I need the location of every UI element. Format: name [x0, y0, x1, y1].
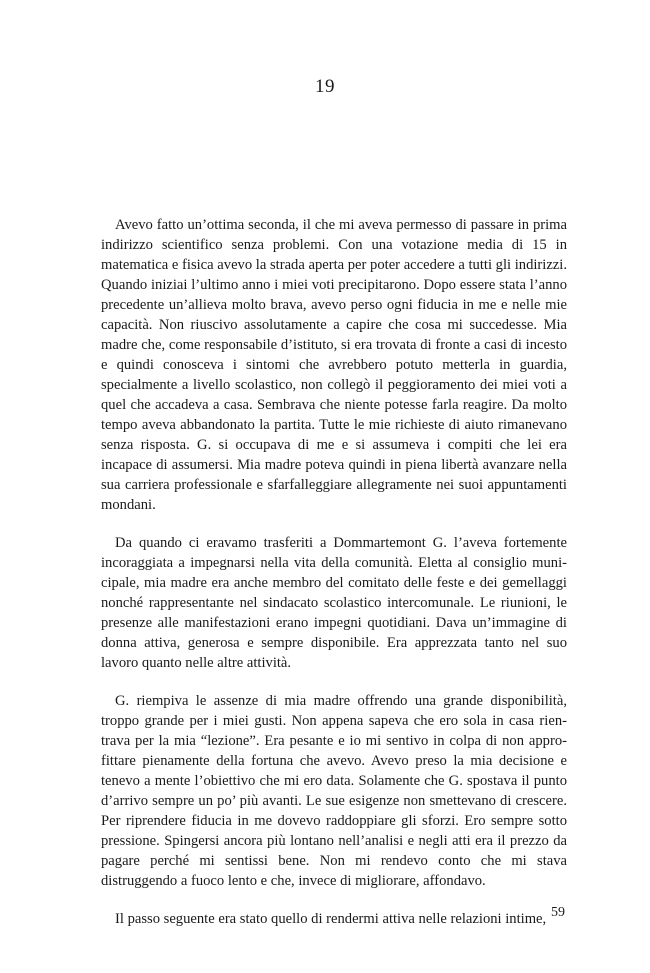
paragraph-3: G. riempiva le assenze di mia madre offrendo una grande disponibilità, troppo grande per i miei gusti. Non appena sapeva che ero sola in casa rientrava per la mia “lezione”. Era pesante e io mi sentivo in colpa di non approfittare pienamente della fortuna che avevo. Avevo preso la mia decisione e tenevo a mente l’obiettivo che mi ero data. Solamente che G. spostava il punto d’arrivo sempre un po’ più avanti. Le sue esigenze non smettevano di crescere. Per riprendere fiducia in me dovevo raddoppiare gli sforzi. Ero sempre sotto pressione. Spingersi ancora più lontano nell’analisi e negli atti era il prezzo da pagare perché mi sentissi bene. Non mi rendevo conto che mi stava distruggendo a fuoco lento e che, invece di migliorare, affondavo. [101, 693, 567, 889]
body-text [101, 215, 567, 929]
page-number: 59 [551, 905, 565, 920]
paragraph-4: Il passo seguente era stato quello di rendermi attiva nelle relazioni intime, [115, 911, 547, 927]
chapter-number: 19 [315, 76, 335, 97]
paragraph-2: Da quando ci eravamo trasferiti a Dommartemont G. l’aveva fortemente incoraggiata a impegnarsi nella vita della comunità. Eletta al consiglio municipale, mia madre era anche membro del comitato delle feste e dei gemellaggi nonché rappresentante nel sindacato scolastico intercomunale. Le riunioni, le presenze alle manifestazioni erano impegni quotidiani. Dava un’immagine di donna attiva, generosa e sempre disponibile. Era apprezzata tanto nel suo lavoro quanto nelle altre attività. [101, 535, 567, 671]
paragraph-1: Avevo fatto un’ottima seconda, il che mi aveva permesso di passare in prima indirizzo scientifico senza problemi. Con una votazione media di 15 in matematica e fisica avevo la strada aperta per poter accedere a tutti gli indirizzi. Quando iniziai l’ultimo anno i miei voti precipitarono. Dopo essere stata l’anno precedente un’allieva molto brava, avevo perso ogni fiducia in me e nelle mie capacità. Non riuscivo assolutamente a capire che cosa mi succedesse. Mia madre che, come responsabile d’istituto, si era trovata di fronte a casi di incesto e quindi conosceva i sintomi che avrebbero potuto metterla in guardia, specialmente a livello scolastico, non collegò il peggioramento dei miei voti a quel che accadeva a casa. Sembrava che niente potesse farla reagire. Da molto tempo aveva abbandonato la partita. Tutte le mie richieste di aiuto rimanevano senza risposta. G. si occupava di me e si assumeva i compiti che lei era incapace di assumersi. Mia madre poteva quindi in piena libertà avanzare nella sua carriera professionale e sfarfalleggiare allegramente nei suoi appuntamenti mondani. [101, 217, 567, 513]
